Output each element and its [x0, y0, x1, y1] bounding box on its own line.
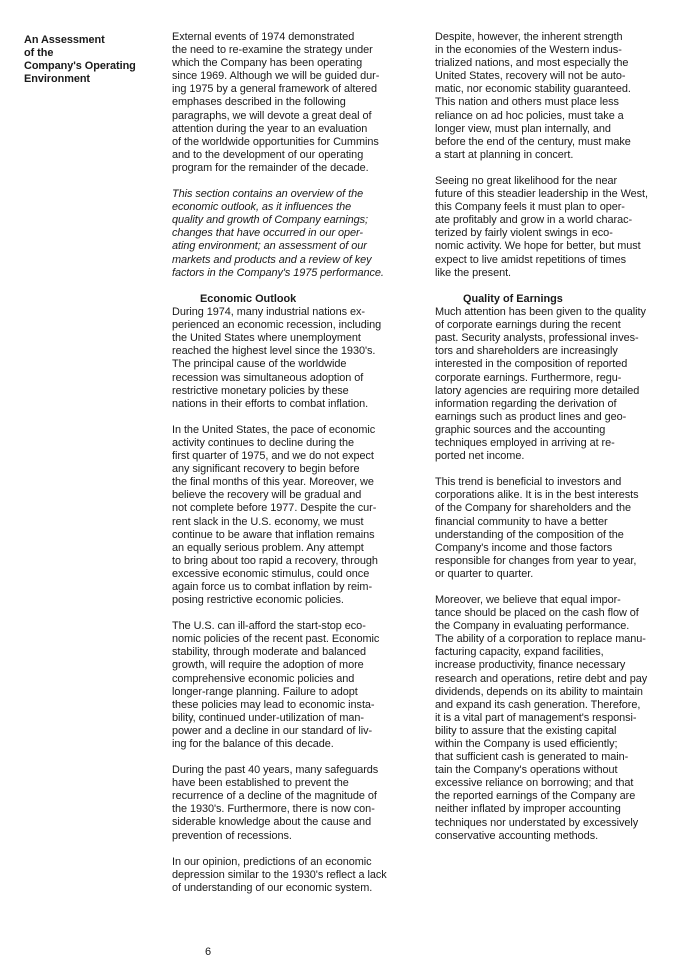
text-column-left: [172, 31, 408, 908]
quality-paragraph-3: Moreover, we believe that equal impor- tance should be placed on the cash flow of the Company in evaluating performance. The ability of a corporation to replace manu- facturing capacity, expand facilities, increase productivity, finance necessary research and operations, retire debt and pay dividends, depends on its ability to maintain and expand its cash generation. Therefore, it is a vital part of management's responsi- bility to assure that the existing capital within the Company is used efficiently; that sufficient cash is generated to main- tain the Company's operations without excessive reliance on borrowing; and that the reported earnings of the Company are neither inflated by improper accounting techniques nor understated by excessively conservative accounting methods.: [435, 593, 648, 842]
text-column-right: [435, 31, 675, 856]
economic-paragraph-5: In our opinion, predictions of an economic depression similar to the 1930's reflect a lack of understanding of our economic system.: [172, 855, 387, 894]
section-title: An Assessment of the Company's Operating Environment: [24, 34, 136, 86]
economic-paragraph-1: During 1974, many industrial nations ex- perienced an economic recession, including the United States where unemployment reached the highest level since the 1930's. The principal cause of the worldwide recession was simultaneous adoption of restrictive monetary policies by these nations in their efforts to combat inflation.: [172, 306, 382, 410]
recovery-paragraph: Despite, however, the inherent strength in the economies of the Western indus- trialized nations, and most especially the United States, recovery will not be auto- matic, nor economic stability guaranteed. This nation and others must place less reliance on ad hoc policies, must take a longer view, must plan internally, and before the end of the century, must make a start at planning in concert.: [435, 31, 631, 161]
quality-paragraph-2: This trend is beneficial to investors and corporations alike. It is in the best interests of the Company for shareholders and the financial community to have a better understanding of the composition of the Company's income and those factors responsible for changes from year to year, or quarter to quarter.: [435, 476, 639, 580]
overview-paragraph: This section contains an overview of the economic outlook, as it influences the quality and growth of Company earnings; changes that have occurred in our oper- ating environment; an assessment of our markets and products and a review of key factors in the Company's 1975 performance.: [172, 188, 384, 279]
economic-outlook-heading: Economic Outlook: [200, 292, 297, 305]
quality-of-earnings-heading: Quality of Earnings: [463, 292, 563, 305]
leadership-paragraph: Seeing no great likelihood for the near future of this steadier leadership in the West, this Company feels it must plan to oper- ate profitably and grow in a world charac- terized by fairly violent swings in eco- nomic activity. We hope for better, but must expect to live amidst repetitions of times like the present.: [435, 174, 648, 279]
economic-paragraph-2: In the United States, the pace of economic activity continues to decline during the first quarter of 1975, and we do not expect any significant recovery to begin before the final months of this year. Moreover, we believe the recovery will be gradual and not complete before 1977. Despite the cur- rent slack in the U.S. economy, we must continue to be aware that inflation remains an equally serious problem. Any attempt to bring about too rapid a recovery, through excessive economic stimulus, could once again force us to combat inflation by reim- posing restrictive economic policies.: [172, 423, 378, 607]
economic-paragraph-4: During the past 40 years, many safeguards have been established to prevent the recurrence of a decline of the magnitude of the 1930's. Furthermore, there is now con- siderable knowledge about the cause and prevention of recessions.: [172, 764, 379, 842]
economic-paragraph-3: The U.S. can ill-afford the start-stop eco- nomic policies of the recent past. Economic stability, through moderate and balanced growth, will require the adoption of more comprehensive economic policies and longer-range planning. Failure to adopt these policies may lead to economic insta- bility, continued under-utilization of man- power and a decline in our standard of liv- ing for the balance of this decade.: [172, 620, 380, 750]
quality-paragraph-1: Much attention has been given to the quality of corporate earnings during the recent past. Security analysts, professional inves- tors and shareholders are increasingly interested in the composition of reported corporate earnings. Furthermore, regu- latory agencies are requiring more detailed information regarding the derivation of earnings such as product lines and geo- graphic sources and the accounting techniques employed in arriving at re- ported net income.: [435, 306, 646, 463]
intro-paragraph: External events of 1974 demonstrated the need to re-examine the strategy under which the Company has been operating since 1969. Although we will be guided dur- ing 1975 by a general framework of altered emphases described in the following paragraphs, we will devote a great deal of attention during the year to an evaluation of the worldwide opportunities for Cummins and to the development of our operating program for the remainder of the decade.: [172, 31, 380, 174]
page-number: 6: [205, 946, 212, 958]
